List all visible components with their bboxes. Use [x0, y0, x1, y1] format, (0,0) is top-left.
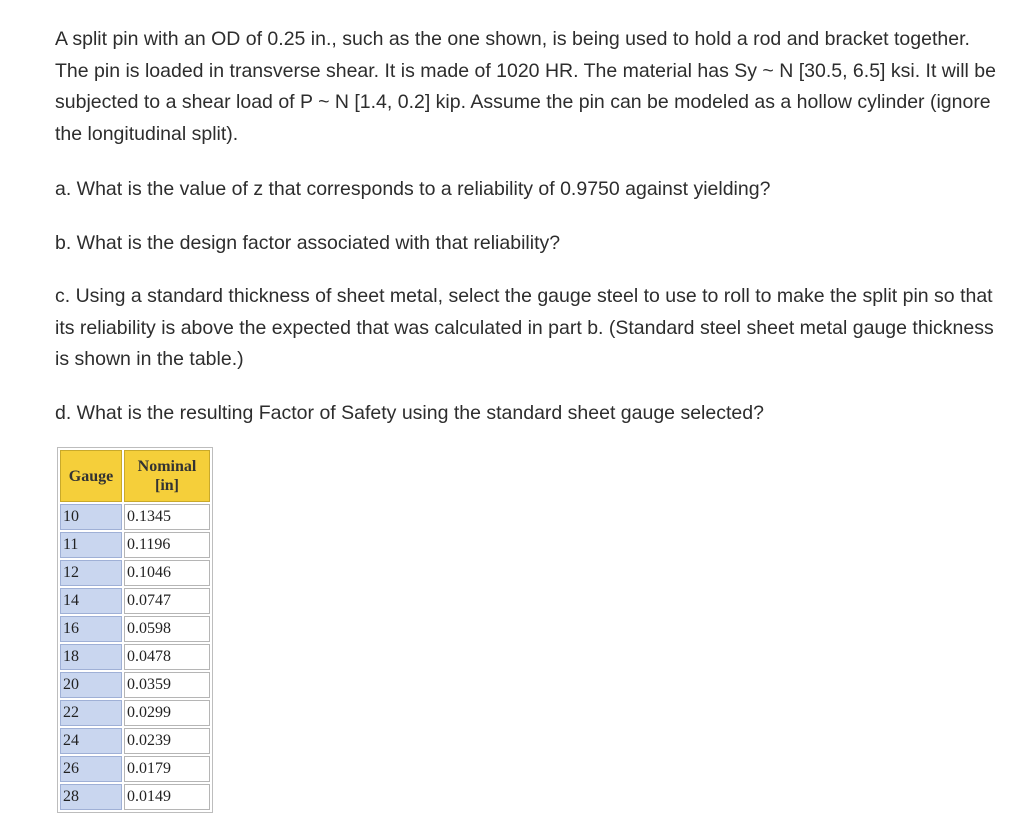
- gauge-cell: 12: [60, 560, 122, 586]
- nominal-cell: 0.0299: [124, 700, 210, 726]
- nominal-cell: 0.0149: [124, 784, 210, 810]
- gauge-cell: 24: [60, 728, 122, 754]
- question-d: d. What is the resulting Factor of Safety using the standard sheet gauge selected?: [55, 401, 764, 424]
- table-header-row: [60, 450, 210, 502]
- table-row: [60, 532, 210, 558]
- table-row: [60, 700, 210, 726]
- table-row: [60, 560, 210, 586]
- nominal-cell: 0.0478: [124, 644, 210, 670]
- nominal-cell: 0.0747: [124, 588, 210, 614]
- nominal-cell: 0.0179: [124, 756, 210, 782]
- nominal-cell: 0.0598: [124, 616, 210, 642]
- gauge-cell: 26: [60, 756, 122, 782]
- table-row: [60, 504, 210, 530]
- table-row: [60, 728, 210, 754]
- question-a: a. What is the value of z that corresponds to a reliability of 0.9750 against yielding?: [55, 178, 771, 200]
- table-row: [60, 644, 210, 670]
- table-row: [60, 588, 210, 614]
- problem-intro: A split pin with an OD of 0.25 in., such as the one shown, is being used to hold a rod and bracket together. The pin is loaded in transverse shear. It is made of 1020 HR. The material has Sy ~ N [30.5, 6.5] ksi. It will be subjected to a shear load of P ~ N [1.4, 0.2] kip. Assume the pin can be modeled as a hollow cylinder (ignore the longitudinal split).: [55, 28, 996, 145]
- question-b: b. What is the design factor associated with that reliability?: [55, 231, 561, 254]
- nominal-cell: 0.0239: [124, 728, 210, 754]
- nominal-cell: 0.1046: [124, 560, 210, 586]
- problem-text: [55, 24, 1005, 451]
- nominal-column-header: Nominal [in]: [124, 450, 210, 502]
- table-row: [60, 756, 210, 782]
- table-row: [60, 784, 210, 810]
- gauge-cell: 20: [60, 672, 122, 698]
- nominal-cell: 0.0359: [124, 672, 210, 698]
- gauge-cell: 14: [60, 588, 122, 614]
- gauge-cell: 16: [60, 616, 122, 642]
- table-row: [60, 672, 210, 698]
- gauge-cell: 10: [60, 504, 122, 530]
- nominal-cell: 0.1345: [124, 504, 210, 530]
- gauge-cell: 11: [60, 532, 122, 558]
- gauge-table-container: [57, 447, 213, 813]
- table-row: [60, 616, 210, 642]
- gauge-cell: 28: [60, 784, 122, 810]
- nominal-cell: 0.1196: [124, 532, 210, 558]
- gauge-table: [57, 447, 213, 813]
- gauge-cell: 22: [60, 700, 122, 726]
- gauge-column-header: Gauge: [60, 450, 122, 502]
- question-c: c. Using a standard thickness of sheet metal, select the gauge steel to use to roll to make the split pin so that its reliability is above the expected that was calculated in part b. (Standard steel sheet metal gauge thickness is shown in the table.): [55, 285, 994, 370]
- gauge-cell: 18: [60, 644, 122, 670]
